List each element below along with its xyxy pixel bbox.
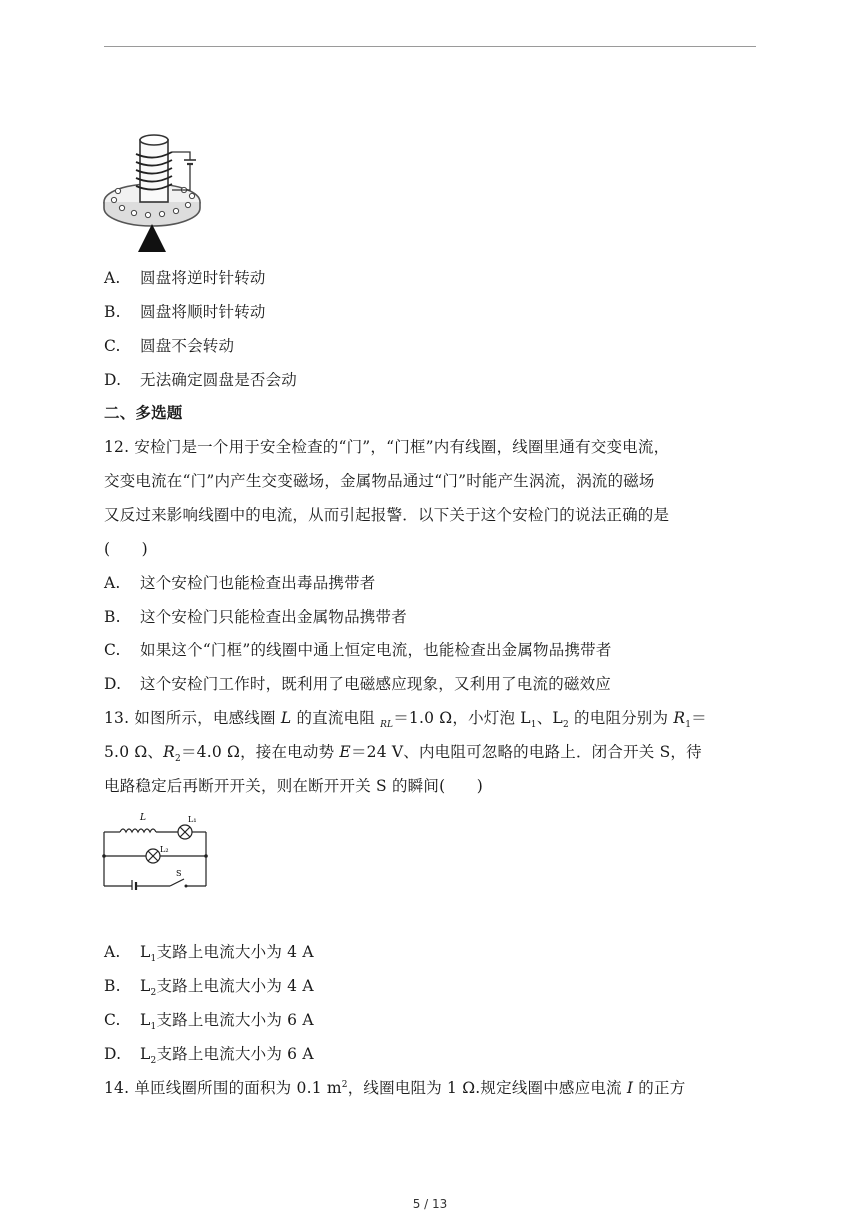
q13-option-c[interactable]: C. $L_1$支路上电流大小为 6 A (104, 1011, 314, 1033)
q12-stem-line: 交变电流在“门”内产生交变磁场，金属物品通过“门”时能产生涡流，涡流的磁场 (104, 472, 655, 490)
section-heading: 二、多选题 (104, 403, 183, 422)
disc-coil-figure (100, 128, 224, 258)
q13-option-b[interactable]: B. $L_2$支路上电流大小为 4 A (104, 977, 314, 999)
q13-option-a[interactable]: A. $L_1$支路上电流大小为 4 A (104, 943, 314, 965)
q12-option-a[interactable]: A. 这个安检门也能检查出毒品携带者 (104, 574, 376, 592)
q12-option-c[interactable]: C. 如果这个“门框”的线圈中通上恒定电流，也能检查出金属物品携带者 (104, 641, 612, 659)
circuit-figure (100, 808, 212, 890)
switch-label: S (176, 869, 182, 878)
q12-stem-line: 又反过来影响线圈中的电流，从而引起报警．以下关于这个安检门的说法正确的是 (104, 506, 670, 524)
q12-stem-line: ( ) (104, 540, 148, 558)
q11-option-b[interactable]: B. 圆盘将顺时针转动 (104, 303, 266, 321)
q13-stem-line: 电路稳定后再断开开关，则在断开开关 S 的瞬间( ) (104, 777, 483, 795)
lamp2-label: L₂ (160, 845, 169, 854)
q11-option-a[interactable]: A. 圆盘将逆时针转动 (104, 269, 266, 287)
q14-stem-line: 14. 单匝线圈所围的面积为 0.1 $m^2$，线圈电阻为 1 Ω.规定线圈中感应电流 I 的正方 (104, 1079, 686, 1097)
q12-option-b[interactable]: B. 这个安检门只能检查出金属物品携带者 (104, 608, 407, 626)
q12-stem-line: 12. 安检门是一个用于安全检查的“门”，“门框”内有线圈，线圈里通有交变电流， (104, 438, 670, 456)
q11-option-d[interactable]: D. 无法确定圆盘是否会动 (104, 371, 298, 389)
lamp1-label: L₁ (188, 815, 197, 824)
q13-option-d[interactable]: D. $L_2$支路上电流大小为 6 A (104, 1045, 314, 1067)
q11-option-c[interactable]: C. 圆盘不会转动 (104, 337, 235, 355)
q13-stem-line: 13. 如图所示，电感线圈 L 的直流电阻 $_{RL}$＝1.0 Ω，小灯泡 $L_1$、$L_2$ 的电阻分别为 $R_1=$ (104, 709, 707, 731)
page-number: 5 / 13 (412, 1197, 448, 1211)
header-rule (104, 46, 756, 47)
q13-stem-line: 5.0 Ω、$R_2=4.0$ Ω，接在电动势 E＝24 V、内电阻可忽略的电路上．闭合开关 S，待 (104, 743, 702, 765)
inductor-label: L (140, 813, 146, 823)
q12-option-d[interactable]: D. 这个安检门工作时，既利用了电磁感应现象，又利用了电流的磁效应 (104, 675, 612, 693)
